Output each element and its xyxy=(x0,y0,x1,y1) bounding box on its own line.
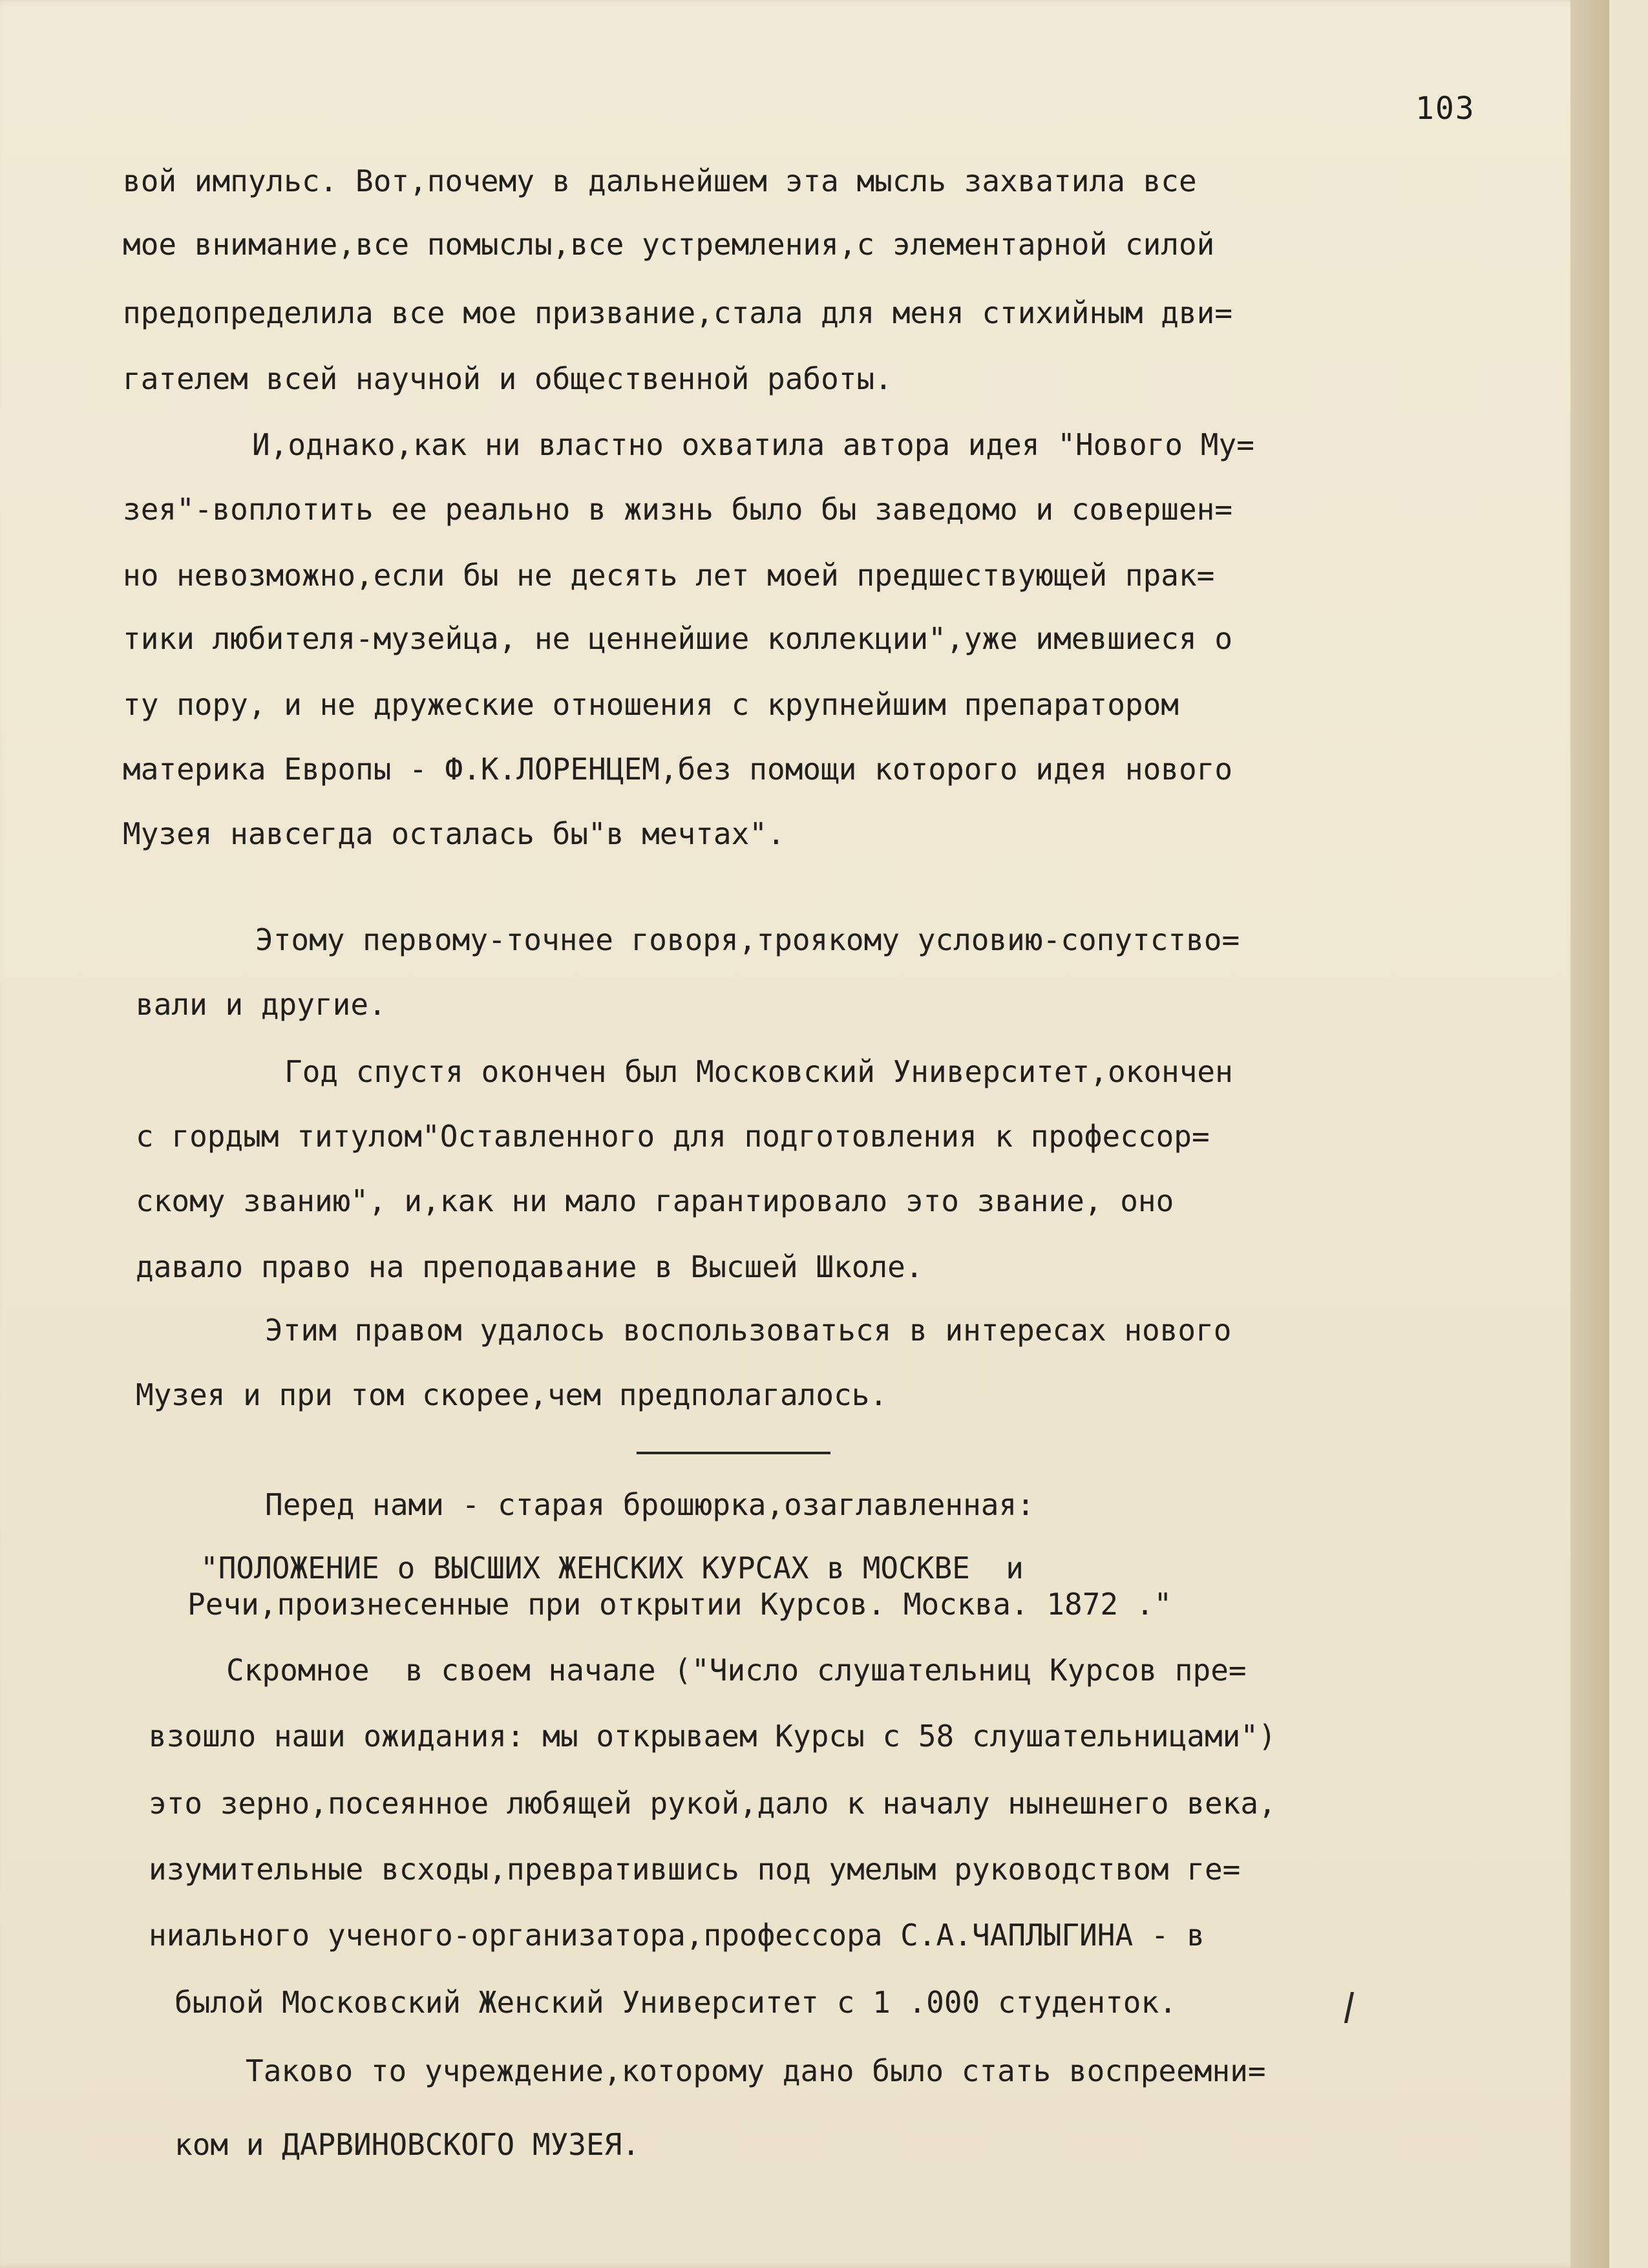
text-line: ниального ученого-организатора,профессора С.А.ЧАПЛЫГИНА - в xyxy=(149,1918,1205,1953)
text-line: материка Европы - Ф.К.ЛОРЕНЦЕМ,без помощи которого идея нового xyxy=(123,752,1233,787)
text-line: вали и другие. xyxy=(136,987,386,1022)
text-line: Этому первому-точнее говоря,троякому условию-сопутство= xyxy=(255,922,1240,957)
text-line: Музея и при том скорее,чем предполагалось. xyxy=(136,1377,888,1412)
text-line: с гордым титулом"Оставленного для подготовления к профессор= xyxy=(136,1119,1210,1154)
page-number: 103 xyxy=(1415,90,1475,127)
text-line: это зерно,посеянное любящей рукой,дало к началу нынешнего века, xyxy=(149,1786,1276,1821)
text-line: давало право на преподавание в Высшей Школе. xyxy=(136,1249,924,1284)
text-line: ком и ДАРВИНОВСКОГО МУЗЕЯ. xyxy=(174,2127,640,2162)
text-line: Этим правом удалось воспользоваться в интересах нового xyxy=(265,1313,1232,1348)
text-line: И,однако,как ни властно охватила автора идея "Нового Му= xyxy=(252,427,1254,462)
text-line: Музея навсегда осталась бы"в мечтах". xyxy=(123,816,785,851)
text-line: зея"-воплотить ее реально в жизнь было бы заведомо и совершен= xyxy=(123,492,1233,527)
text-line: но невозможно,если бы не десять лет моей предшествующей прак= xyxy=(123,558,1215,593)
text-line: предопределила все мое призвание,стала для меня стихийным дви= xyxy=(123,295,1233,330)
text-line: былой Московский Женский Университет с 1 .000 студенток. xyxy=(174,1985,1177,2020)
paper-edge xyxy=(1570,0,1609,2268)
text-line: вой импульс. Вот,почему в дальнейшем эта мысль захватила все xyxy=(123,164,1197,198)
text-line: Скромное в своем начале ("Число слушательниц Курсов пре= xyxy=(226,1653,1247,1688)
handwritten-correction-mark xyxy=(1344,1992,1372,2023)
text-line: взошло наши ожидания: мы открываем Курсы с 58 слушательницами") xyxy=(149,1719,1276,1754)
text-line: гателем всей научной и общественной работы. xyxy=(123,361,893,396)
text-line: Перед нами - старая брошюрка,озаглавленная: xyxy=(265,1487,1035,1522)
text-line: Год спустя окончен был Московский Университет,окончен xyxy=(284,1054,1233,1089)
text-line: мое внимание,все помыслы,все устремления,с элементарной силой xyxy=(123,227,1215,262)
text-line: "ПОЛОЖЕНИЕ о ВЫСШИХ ЖЕНСКИХ КУРСАХ в МОСКВЕ и xyxy=(200,1551,1024,1585)
text-line: ту пору, и не дружеские отношения с крупнейшим препаратором xyxy=(123,687,1179,722)
text-line: Таково то учреждение,которому дано было стать воспреемни= xyxy=(246,2053,1266,2088)
text-line: тики любителя-музейца, не ценнейшие коллекции",уже имевшиеся о xyxy=(123,621,1233,656)
section-divider xyxy=(637,1452,830,1454)
text-line: скому званию", и,как ни мало гарантировало это звание, оно xyxy=(136,1183,1174,1218)
text-line: Речи,произнесенные при открытии Курсов. Москва. 1872 ." xyxy=(187,1587,1172,1622)
text-line: изумительные всходы,превратившись под умелым руководством ге= xyxy=(149,1852,1241,1887)
